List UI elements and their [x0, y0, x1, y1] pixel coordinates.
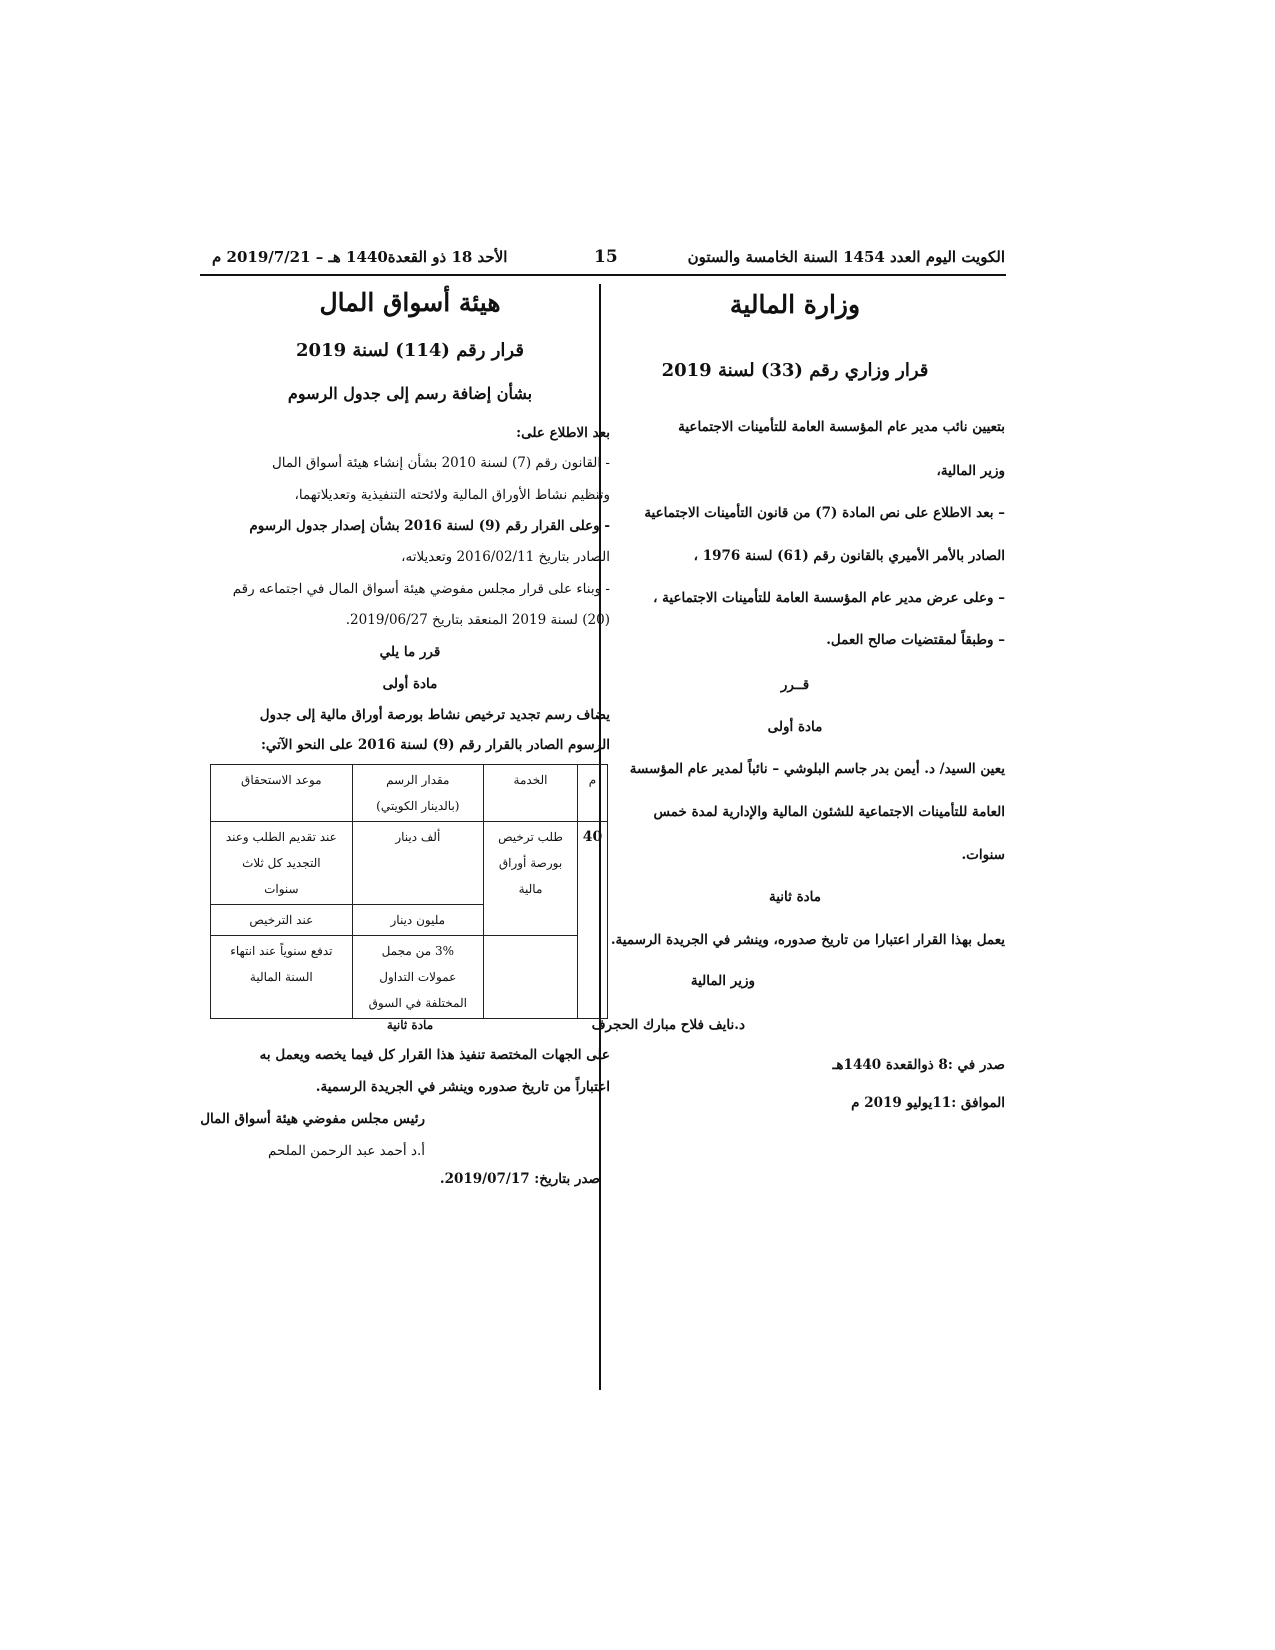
amount-cell: ألف دينار — [352, 822, 483, 905]
article-line: يضاف رسم تجديد ترخيص نشاط بورصة أوراق مالية إلى جدول — [259, 707, 610, 723]
fees-table-wrapper — [210, 764, 608, 1019]
due-line: عند تقديم الطلب وعند — [225, 830, 337, 844]
decision-title: قرار رقم (114) لسنة 2019 — [296, 340, 524, 361]
decision-subject: بشأن إضافة رسم إلى جدول الرسوم — [287, 384, 533, 403]
preamble-line: وتنظيم نشاط الأوراق المالية ولائحته التنفيذية وتعديلاتهما، — [294, 487, 610, 503]
article-line: الرسوم الصادر بالقرار رقم (9) لسنة 2016 على النحو الآتي: — [260, 737, 610, 753]
page-number: 15 — [594, 247, 618, 267]
article-heading: مادة أولى — [767, 719, 823, 735]
article-line: يعين السيد/ د. أيمن بدر جاسم البلوشي – نائباً لمدير عام المؤسسة — [629, 761, 1005, 777]
header-cell: موعد الاستحقاق — [211, 765, 353, 822]
header-amount-line: (بالدينار الكويتي) — [376, 799, 460, 813]
issued-gregorian: الموافق :11يوليو 2019 م — [851, 1095, 1005, 1111]
header-cell: م — [578, 765, 608, 822]
signer-name: د.نايف فلاح مبارك الحجرف — [591, 1017, 745, 1033]
due-line: السنة المالية — [249, 970, 313, 984]
header-cell — [352, 765, 483, 822]
decided-label: قــرر — [780, 677, 810, 693]
amount-cell: مليون دينار — [352, 905, 483, 936]
decided-label: قرر ما يلي — [379, 644, 441, 660]
preamble-line: - وعلى القرار رقم (9) لسنة 2016 بشأن إصدار جدول الرسوم — [249, 518, 610, 534]
issued-date: صدر بتاريخ: 2019/07/17. — [439, 1171, 600, 1187]
table-header-row — [211, 765, 608, 822]
preamble-line: – وطبقاً لمقتضيات صالح العمل. — [826, 632, 1005, 648]
amount-line: المختلفة في السوق — [368, 996, 467, 1010]
subject-line: بتعيين نائب مدير عام المؤسسة العامة للتأمينات الاجتماعية — [678, 419, 1005, 435]
article-line: على الجهات المختصة تنفيذ هذا القرار كل فيما يخصه ويعمل به — [259, 1047, 610, 1063]
due-line: تدفع سنوياً عند انتهاء — [230, 944, 333, 958]
fees-table — [210, 764, 608, 1019]
table-row — [211, 936, 608, 1019]
article-line: سنوات. — [961, 847, 1005, 863]
service-cell-empty — [483, 936, 577, 1019]
service-line: بورصة أوراق — [498, 856, 563, 870]
article-heading: مادة ثانية — [768, 889, 822, 905]
article-line: العامة للتأمينات الاجتماعية للشئون المالية والإدارية لمدة خمس — [653, 804, 1005, 820]
decision-title: قرار وزاري رقم (33) لسنة 2019 — [661, 360, 929, 381]
row-number: 40 — [578, 822, 608, 1019]
service-cell — [483, 822, 577, 936]
authority-title: هيئة أسواق المال — [319, 288, 501, 317]
article-line: يعمل بهذا القرار اعتبارا من تاريخ صدوره، وينشر في الجريدة الرسمية. — [610, 932, 1005, 948]
table-row — [211, 822, 608, 905]
preamble-line: - القانون رقم (7) لسنة 2010 بشأن إنشاء هيئة أسواق المال — [271, 455, 610, 471]
issued-hijri: صدر في :8 ذوالقعدة 1440هـ — [832, 1057, 1005, 1073]
preamble-line: (20) لسنة 2019 المنعقد بتاريخ 2019/06/27. — [345, 612, 610, 628]
after-review: بعد الاطلاع على: — [516, 425, 610, 441]
article-heading: مادة أولى — [382, 676, 438, 692]
signer-title: رئيس مجلس مفوضي هيئة أسواق المال — [200, 1111, 425, 1127]
amount-cell — [352, 936, 483, 1019]
due-line: سنوات — [264, 882, 299, 896]
due-cell — [211, 936, 353, 1019]
due-cell — [211, 822, 353, 905]
preamble-line: – بعد الاطلاع على نص المادة (7) من قانون التأمينات الاجتماعية — [644, 505, 1005, 521]
service-line: مالية — [518, 882, 543, 896]
preamble-line: الصادر بتاريخ 2016/02/11 وتعديلاته، — [401, 549, 610, 565]
preamble-line: - وبناء على قرار مجلس مفوضي هيئة أسواق المال في اجتماعه رقم — [232, 581, 610, 597]
ministry-title: وزارة المالية — [729, 290, 861, 319]
signer-title: وزير المالية — [690, 973, 755, 989]
due-line: التجديد كل ثلاث — [242, 856, 321, 870]
amount-line: 3% من مجمل — [381, 944, 455, 958]
signer-name: أ.د أحمد عبد الرحمن الملحم — [268, 1143, 425, 1159]
due-cell: عند الترخيص — [211, 905, 353, 936]
subject-line: وزير المالية، — [936, 463, 1005, 479]
amount-line: عمولات التداول — [379, 970, 457, 984]
header-rule — [200, 274, 1006, 276]
header-date: الأحد 18 ذو القعدة1440 هـ – 2019/7/21 م — [212, 248, 508, 266]
article-heading: مادة ثانية — [386, 1018, 434, 1032]
header-amount-line: مقدار الرسم — [386, 773, 450, 787]
article-line: اعتباراً من تاريخ صدوره وينشر في الجريدة الرسمية. — [315, 1079, 610, 1095]
preamble-line: – وعلى عرض مدير عام المؤسسة العامة للتأمينات الاجتماعية ، — [653, 590, 1005, 606]
preamble-line: الصادر بالأمر الأميري بالقانون رقم (61) لسنة 1976 ، — [693, 548, 1005, 564]
header-cell: الخدمة — [483, 765, 577, 822]
header-issue: الكويت اليوم العدد 1454 السنة الخامسة والستون — [687, 248, 1005, 266]
service-line: طلب ترخيص — [498, 830, 563, 844]
